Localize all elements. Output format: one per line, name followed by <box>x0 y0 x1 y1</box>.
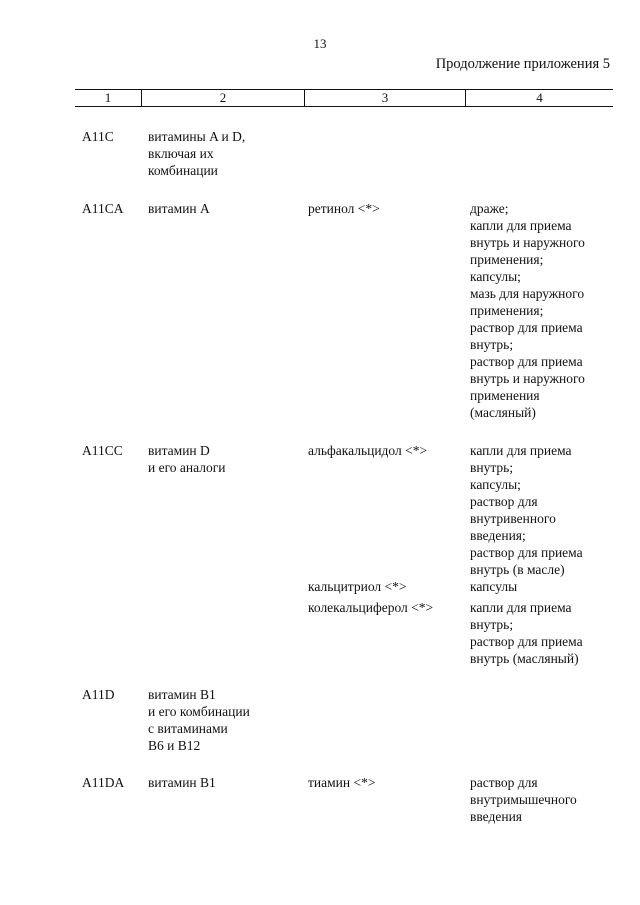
group-name <box>148 686 250 754</box>
dosage-form-line: раствор для приема <box>470 354 583 369</box>
group-name-line: с витаминами <box>148 721 228 736</box>
atc-code: A11D <box>82 687 115 702</box>
dosage-form-line: внутримышечного <box>470 792 577 807</box>
group-name-line: и его аналоги <box>148 460 226 475</box>
drug-name: тиамин <*> <box>308 775 376 790</box>
dosage-form-line: внутрь; <box>470 337 514 352</box>
dosage-form-line: введения; <box>470 528 526 543</box>
group-name <box>148 442 226 476</box>
dosage-form-line: драже; <box>470 201 509 216</box>
column-header-3: 3 <box>304 90 465 106</box>
drug-name: кальцитриол <*> <box>308 579 407 594</box>
dosage-form-line: применения <box>470 388 540 403</box>
dosage-forms <box>470 200 585 421</box>
atc-code: A11DA <box>82 775 125 790</box>
dosage-form-line: раствор для приема <box>470 545 583 560</box>
group-name <box>148 774 216 791</box>
dosage-form-line: применения; <box>470 252 544 267</box>
group-name-line: и его комбинации <box>148 704 250 719</box>
atc-code: A11C <box>82 129 114 144</box>
dosage-form-line: внутрь; <box>470 617 514 632</box>
group-name-line: витамин D <box>148 443 210 458</box>
dosage-form-line: мазь для наружного <box>470 286 585 301</box>
dosage-form-line: применения; <box>470 303 544 318</box>
group-name-line: включая их <box>148 146 214 161</box>
dosage-form-line: капсулы; <box>470 269 521 284</box>
dosage-forms <box>470 578 517 595</box>
group-name-line: витамин B1 <box>148 687 216 702</box>
dosage-form-line: капсулы; <box>470 477 521 492</box>
dosage-form-line: введения <box>470 809 523 824</box>
group-name-line: комбинации <box>148 163 218 178</box>
drug-name: альфакальцидол <*> <box>308 443 428 458</box>
dosage-form-line: внутрь; <box>470 460 514 475</box>
group-name-line: витамин A <box>148 201 210 216</box>
dosage-form-line: раствор для приема <box>470 634 583 649</box>
dosage-forms <box>470 442 583 578</box>
page-number: 13 <box>313 36 327 51</box>
dosage-form-line: раствор для <box>470 775 538 790</box>
group-name-line: B6 и B12 <box>148 738 201 753</box>
dosage-form-line: внутрь и наружного <box>470 371 585 386</box>
column-header-2: 2 <box>141 90 304 106</box>
dosage-form-line: раствор для приема <box>470 320 583 335</box>
dosage-forms <box>470 599 583 667</box>
group-name <box>148 128 245 179</box>
group-name-line: витамины A и D, <box>148 129 246 144</box>
group-name <box>148 200 210 217</box>
dosage-form-line: капли для приема <box>470 218 572 233</box>
dosage-form-line: раствор для <box>470 494 538 509</box>
drug-name: колекальциферол <*> <box>308 600 434 615</box>
continuation-title: Продолжение приложения 5 <box>435 56 610 72</box>
dosage-form-line: капсулы <box>470 579 518 594</box>
dosage-form-line: внутрь и наружного <box>470 235 585 250</box>
dosage-form-line: капли для приема <box>470 600 572 615</box>
column-header-1: 1 <box>104 90 112 105</box>
atc-code: A11CA <box>82 201 124 216</box>
dosage-forms <box>470 774 577 825</box>
dosage-form-line: (масляный) <box>470 405 536 420</box>
group-name-line: витамин B1 <box>148 775 216 790</box>
column-header-row <box>75 89 613 107</box>
dosage-form-line: внутривенного <box>470 511 556 526</box>
atc-code: A11CC <box>82 443 123 458</box>
column-header-4: 4 <box>465 90 613 106</box>
drug-name: ретинол <*> <box>308 201 380 216</box>
dosage-form-line: внутрь (масляный) <box>470 651 579 666</box>
dosage-form-line: капли для приема <box>470 443 572 458</box>
dosage-form-line: внутрь (в масле) <box>470 562 565 577</box>
